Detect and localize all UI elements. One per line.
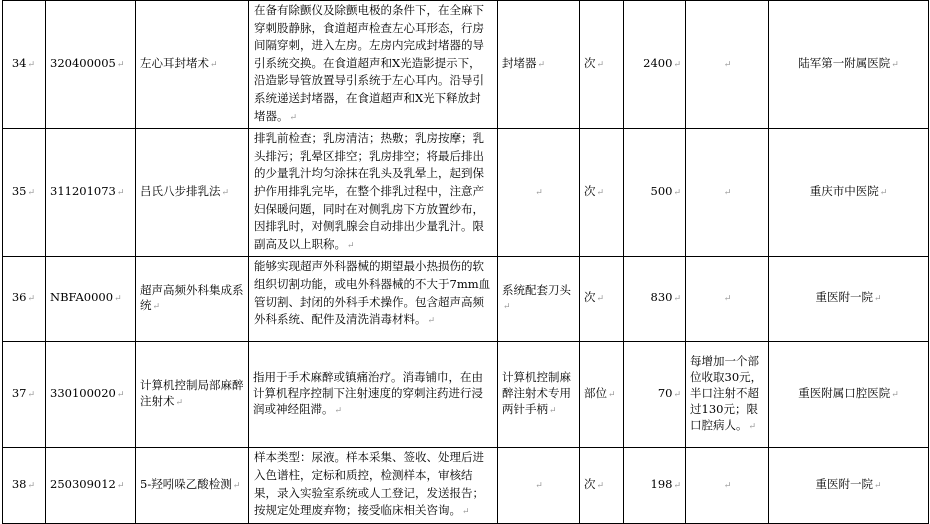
table-row — [3, 129, 929, 257]
row-number: 34↵ — [3, 1, 46, 129]
note: ↵ — [686, 129, 769, 257]
row-number: 38↵ — [3, 448, 46, 523]
item-description: 在备有除颤仪及除颤电极的条件下，在全麻下穿刺股静脉，食道超声检查左心耳形态，行房间隔穿刺，进入左房。左房内完成封堵器的导引系统交换。在食道超声和X光造影提示下，沿造影导管放置导引系统于左心耳内。沿导引系统递送封堵器，在食道超声和X光下释放封堵器。↵ — [249, 1, 498, 129]
row-number: 35↵ — [3, 129, 46, 257]
hospital: 重医附属口腔医院↵ — [769, 342, 929, 448]
excluded-materials: 封堵器↵ — [498, 1, 580, 129]
item-name: 吕氏八步排乳法↵ — [136, 129, 249, 257]
hospital: 陆军第一附属医院↵ — [769, 1, 929, 129]
excluded-materials: 计算机控制麻醉注射术专用两针手柄↵ — [498, 342, 580, 448]
item-code: 330100020↵ — [46, 342, 136, 448]
pricing-unit: 次↵ — [580, 129, 624, 257]
item-code: NBFA0000↵ — [46, 257, 136, 342]
item-description: 指用于手术麻醉或镇痛治疗。消毒铺巾，在由计算机程序控制下注射速度的穿刺注药进行浸润或神经阻滞。↵ — [249, 342, 498, 448]
price: 198↵ — [624, 448, 686, 523]
item-description: 排乳前检查；乳房清洁；热敷；乳房按摩；乳头排污；乳晕区排空；乳房排空；将最后排出的少量乳汁均匀涂抹在乳头及乳晕上，起到保护作用排乳完毕，在整个排乳过程中，注意产妇保暖问题，同时在对侧乳房下方放置纱布，因排乳时，对侧乳腺会自动排出少量乳汁。限副高及以上职称。↵ — [249, 129, 498, 257]
table-row — [3, 342, 929, 448]
hospital: 重医附一院↵ — [769, 257, 929, 342]
note: 每增加一个部位收取30元，半口注射不超过130元；限口腔病人。↵ — [686, 342, 769, 448]
row-number: 37↵ — [3, 342, 46, 448]
item-name: 计算机控制局部麻醉注射术↵ — [136, 342, 249, 448]
excluded-materials: ↵ — [498, 129, 580, 257]
pricing-unit: 次↵ — [580, 448, 624, 523]
note: ↵ — [686, 1, 769, 129]
table-row — [3, 448, 929, 523]
fee-items-table — [2, 0, 929, 524]
note: ↵ — [686, 257, 769, 342]
item-name: 超声高频外科集成系统↵ — [136, 257, 249, 342]
price: 70↵ — [624, 342, 686, 448]
item-description: 样本类型：尿液。样本采集、签收、处理后进入色谱柱，定标和质控，检测样本，审核结果，录入实验室系统或人工登记，发送报告；按规定处理废弃物；接受临床相关咨询。↵ — [249, 448, 498, 523]
item-name: 5-羟吲哚乙酸检测↵ — [136, 448, 249, 523]
item-code: 250309012↵ — [46, 448, 136, 523]
row-number: 36↵ — [3, 257, 46, 342]
price: 500↵ — [624, 129, 686, 257]
table-row — [3, 1, 929, 129]
item-code: 320400005↵ — [46, 1, 136, 129]
excluded-materials: 系统配套刀头↵ — [498, 257, 580, 342]
price: 830↵ — [624, 257, 686, 342]
note: ↵ — [686, 448, 769, 523]
table-row — [3, 257, 929, 342]
pricing-unit: 次↵ — [580, 1, 624, 129]
pricing-unit: 部位↵ — [580, 342, 624, 448]
excluded-materials: ↵ — [498, 448, 580, 523]
hospital: 重庆市中医院↵ — [769, 129, 929, 257]
item-description: 能够实现超声外科器械的期望最小热损伤的软组织切割功能，或电外科器械的不大于7mm血管切割、封闭的外科手术操作。包含超声高频外科系统、配件及清洗消毒材料。↵ — [249, 257, 498, 342]
hospital: 重医附一院↵ — [769, 448, 929, 523]
pricing-unit: 次↵ — [580, 257, 624, 342]
item-name: 左心耳封堵术↵ — [136, 1, 249, 129]
item-code: 311201073↵ — [46, 129, 136, 257]
price: 2400↵ — [624, 1, 686, 129]
